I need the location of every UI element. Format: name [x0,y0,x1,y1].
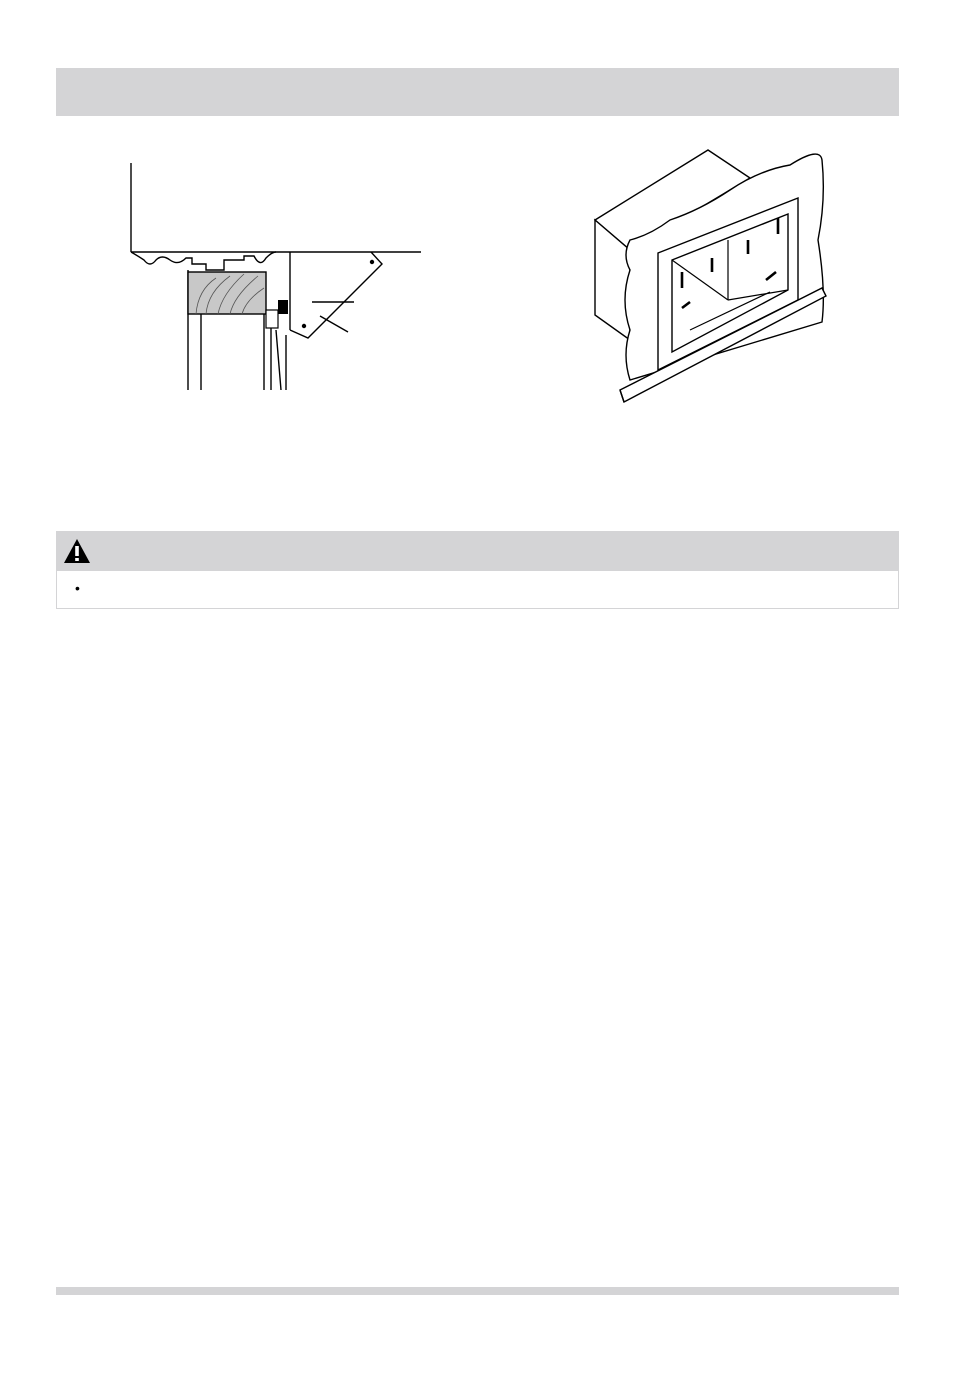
warning-body [57,571,898,609]
warning-bullet: • [75,580,80,596]
trim-molding [131,252,276,270]
cabinet-section-drawing [126,160,426,392]
warning-box [56,531,899,609]
bracket-screw-1 [370,260,374,264]
wall-cutout-figure [590,140,835,410]
footer-rule [56,1287,899,1295]
leader-line-2 [320,316,348,332]
bracket-screw-2 [302,324,306,328]
screw-head [278,300,288,314]
clip-bracket [266,310,278,328]
section-header-band [56,68,899,116]
warning-header [57,532,898,571]
wall-cutout-drawing [590,140,835,410]
cabinet-section-figure [126,160,426,392]
warning-triangle-icon [62,537,92,565]
trim-edge [276,330,281,390]
